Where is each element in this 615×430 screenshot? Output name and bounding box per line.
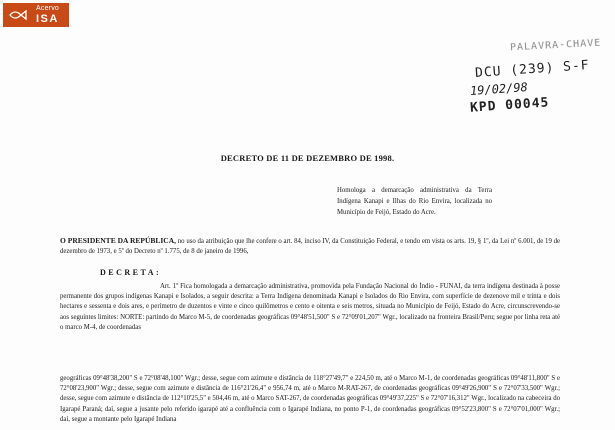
decreta-heading: DECRETA: [100,268,162,277]
preamble-paragraph [60,236,560,257]
article-1-paragraph: Art. 1º Fica homologada a demarcação administrativa, promovida pela Fundação Nacional do Índio - FUNAI, da terra indígena destinada à posse permanente dos grupos indígenas Kanapi e Isolados, a seguir descrita: a Terra Indígena denominada Kanapi e Isolados do Rio Envira, com superfície de dezenove mil e trinta e dois hectares e sessenta e dois ares, e perímetro de duzentos e vinte e cinco quilômetros e cento e oitenta e seis metros, situada no Município de Feijó, Estado do Acre, circunscrevendo-se aos seguintes limites: NORTE: partindo do Marco M-5, de coordenadas geográficas 09°48'51,500" S e 72°09'01,207" Wgr., localizado na fronteira Brasil/Peru; segue por linha reta até o marco M-4, de coordenadas [60,283,560,331]
stamp-date: 19/02/98 [469,80,529,98]
preamble-text: no uso da atribuição que lhe confere o art. 84, inciso IV, da Constituição Federal, e tendo em vista os arts. 19, § 1º, da Lei nº 6.001, de 19 de dezembro de 1973, e 5º do Decreto nº 1.775, de 8 de janeiro de 1996, [60,238,561,256]
president-lead: O PRESIDENTE DA REPÚBLICA, [60,236,177,245]
logo-line2: ISA [36,13,59,25]
continuation-paragraph: geográficas 09°48'38,200" S e 72°08'48,100" Wgr.; desse, segue com azimute e distância de 118°27'49,7" e 224,50 m, até o Marco M-1, de coordenadas geográficas 09°48'11,800" S e 72°08'23,900" Wgr.; desse, segue com azimute e distância de 116°21'26,4" e 956,74 m, até o Marco M-RAT-267, de coordenadas geográficas 09°49'26,900" S e 72°07'33,500" Wgr.; desse, segue com azimute e distância de 112°10'25,5" e 504,46 m, até o Marco SAT-267, de coordenadas geográficas 09°49'37,225" S e 72°07'16,312" Wgr., localizado na cabeceira do Igarapé Paraná; daí, segue a jusante pelo referido igarapé até a confluência com o Igarapé Indiana, no ponto P-1, de coordenadas geográficas 09°52'23,800" S e 72°07'01,000" Wgr.; daí, segue a montante pelo Igarapé Indiana [60,375,560,423]
stamp-keyword: PALAVRA-CHAVE [509,37,602,54]
stamp-code: DCU (239) S-F [474,58,591,81]
stamp-reference: KPD 00045 [469,95,550,116]
fish-logo-icon [9,9,27,21]
decree-title: DECRETO DE 11 DE DEZEMBRO DE 1998. [220,153,395,163]
logo-line1: Acervo [36,5,59,12]
acervo-isa-logo [3,3,69,27]
decree-summary: Homologa a demarcação administrativa da Terra Indígena Kanapi e Ilhas do Rio Envira, localizada no Município de Feijó, Estado do Acre. [337,187,492,216]
